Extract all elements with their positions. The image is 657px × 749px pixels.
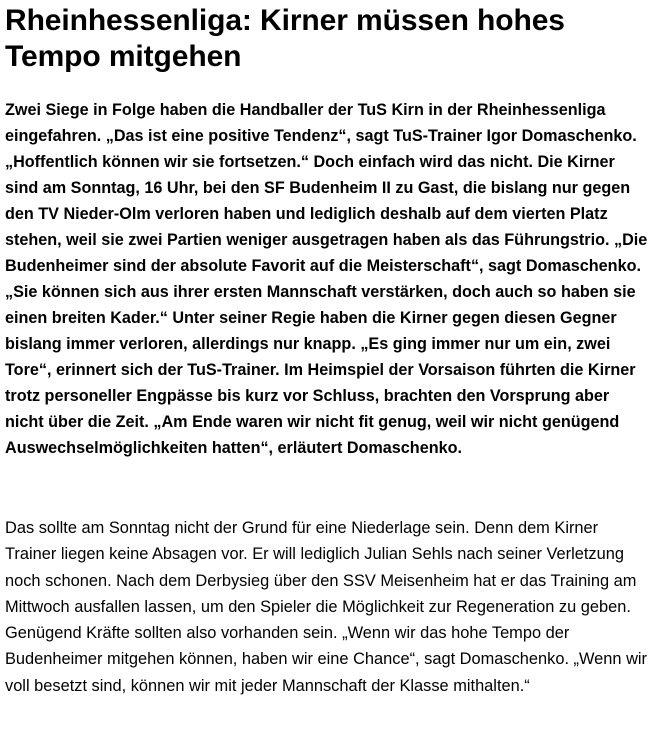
article-body-paragraph: Das sollte am Sonntag nicht der Grund für eine Niederlage sein. Denn dem Kirner Trainer liegen keine Absagen vor. Er will lediglich Julian Sehls nach seiner Verletzung noch schonen. Nach dem Derbysieg über den SSV Meisenheim hat er das Training am Mittwoch ausfallen lassen, um den Spieler die Möglichkeit zur Regeneration zu geben. Genügend Kräfte sollten also vorhanden sein. „Wenn wir das hohe Tempo der Budenheimer mitgehen können, haben wir eine Chance“, sagt Domaschenko. „Wenn wir voll besetzt sind, können wir mit jeder Mannschaft der Klasse mithalten.“ (5, 519, 648, 695)
article-headline: Rheinhessenliga: Kirner müssen hohes Tempo mitgehen (5, 4, 565, 73)
article-lead-paragraph: Zwei Siege in Folge haben die Handballer der TuS Kirn in der Rheinhessenliga eingefahren. „Das ist eine positive Tendenz“, sagt TuS-Trainer Igor Domaschenko. „Hoffentlich können wir sie fortsetzen.“ Doch einfach wird das nicht. Die Kirner sind am Sonntag, 16 Uhr, bei den SF Budenheim II zu Gast, die bislang nur gegen den TV Nieder-Olm verloren haben und lediglich deshalb auf dem vierten Platz stehen, weil sie zwei Partien weniger ausgetragen haben als das Führungstrio. „Die Budenheimer sind der absolute Favorit auf die Meisterschaft“, sagt Domaschenko. „Sie können sich aus ihrer ersten Mannschaft verstärken, doch auch so haben sie einen breiten Kader.“ Unter seiner Regie haben die Kirner gegen diesen Gegner bislang immer verloren, allerdings nur knapp. „Es ging immer nur um ein, zwei Tore“, erinnert sich der TuS-Trainer. Im Heimspiel der Vorsaison führten die Kirner trotz personeller Engpässe bis kurz vor Schluss, brachten den Vorsprung aber nicht über die Zeit. „Am Ende waren wir nicht fit genug, weil wir nicht genügend Auswechselmöglichkeiten hatten“, erläutert Domaschenko. (5, 101, 648, 457)
article (5, 0, 650, 699)
